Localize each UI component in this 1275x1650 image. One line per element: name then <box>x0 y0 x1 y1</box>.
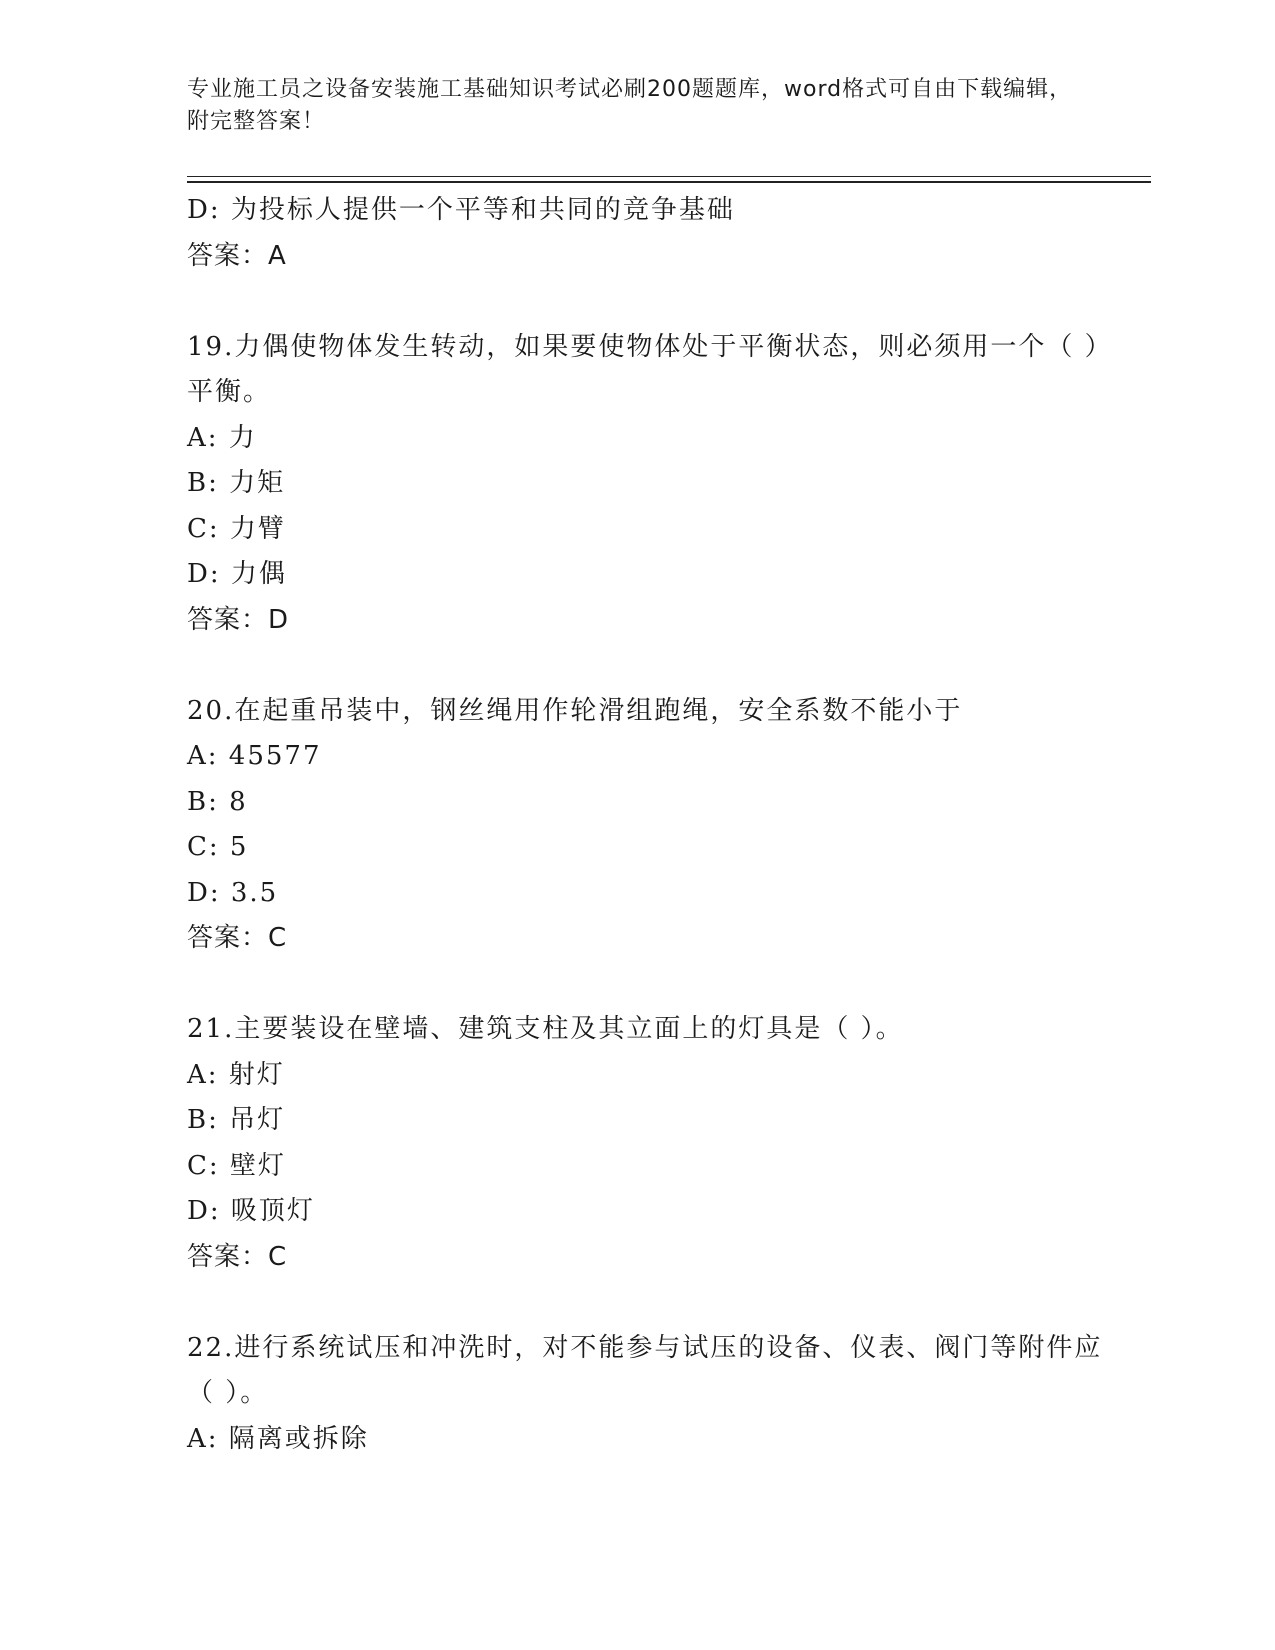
answer: 答案：C <box>187 923 288 953</box>
question-text: 20.在起重吊装中，钢丝绳用作轮滑组跑绳，安全系数不能小于 <box>187 695 963 726</box>
question-text: 21.主要装设在壁墙、建筑支柱及其立面上的灯具是（ ）。 <box>187 1014 904 1044</box>
header-divider-thick <box>187 181 1151 183</box>
question-21 <box>187 1007 1127 1280</box>
option-b: B: 吊灯 <box>187 1105 286 1135</box>
answer: 答案：A <box>187 240 287 271</box>
option-d: D: 吸顶灯 <box>187 1196 315 1226</box>
question-20 <box>187 689 1127 962</box>
document-header <box>187 74 1087 138</box>
option-b: B: 8 <box>187 786 248 817</box>
question-19 <box>187 325 1127 644</box>
option-c: C: 力臂 <box>187 513 286 544</box>
option-d: D: 力偶 <box>187 559 287 589</box>
previous-question-tail <box>187 188 1127 279</box>
option-c: C: 5 <box>187 832 249 862</box>
option-d: D: 3.5 <box>187 877 279 908</box>
question-text: 19.力偶使物体发生转动，如果要使物体处于平衡状态，则必须用一个（ ）平衡。 <box>187 331 1113 407</box>
header-title: 专业施工员之设备安装施工基础知识考试必刷200题题库，word格式可自由下载编辑，附完整答案！ <box>187 77 1073 134</box>
question-text: 22.进行系统试压和冲洗时，对不能参与试压的设备、仪表、阀门等附件应（ ）。 <box>187 1332 1103 1408</box>
option-d: D: 为投标人提供一个平等和共同的竞争基础 <box>187 195 735 225</box>
question-22 <box>187 1326 1127 1463</box>
option-b: B: 力矩 <box>187 468 286 498</box>
option-a: A: 45577 <box>187 741 322 771</box>
header-divider-thin <box>187 176 1151 177</box>
answer: 答案：D <box>187 604 290 635</box>
option-c: C: 壁灯 <box>187 1150 286 1181</box>
option-a: A: 隔离或拆除 <box>187 1423 369 1454</box>
option-a: A: 力 <box>187 422 257 453</box>
answer: 答案：C <box>187 1241 288 1272</box>
option-a: A: 射灯 <box>187 1059 285 1090</box>
question-list <box>187 188 1127 1462</box>
